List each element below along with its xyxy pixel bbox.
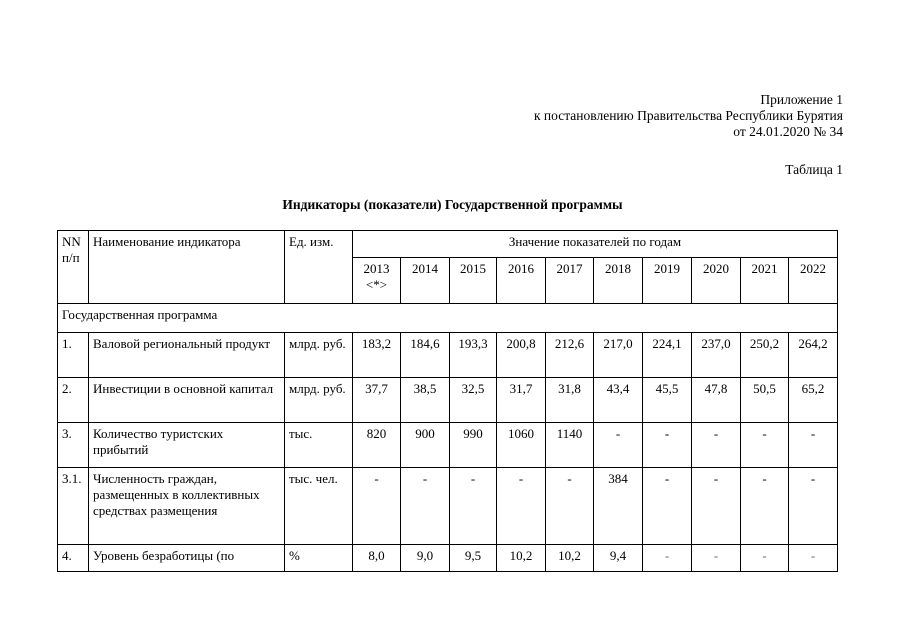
row-value: 50,5 [741, 378, 789, 423]
table-row [58, 468, 838, 545]
year-header: 2016 [497, 258, 546, 304]
section-title: Государственная программа [58, 304, 838, 333]
row-value: - [692, 423, 741, 468]
row-value: 237,0 [692, 333, 741, 378]
row-value: 31,8 [546, 378, 594, 423]
row-value: 990 [450, 423, 497, 468]
row-unit: млрд. руб. [285, 333, 353, 378]
header-unit: Ед. изм. [285, 231, 353, 304]
row-value: 31,7 [497, 378, 546, 423]
row-value: 45,5 [643, 378, 692, 423]
row-value: - [401, 468, 450, 545]
row-value: 38,5 [401, 378, 450, 423]
table-row [58, 333, 838, 378]
year-header: 2021 [741, 258, 789, 304]
row-nn: 1. [58, 333, 89, 378]
header-row-1 [58, 231, 838, 258]
row-nn: 3. [58, 423, 89, 468]
row-value: - [594, 423, 643, 468]
row-value: - [789, 423, 838, 468]
row-value: 183,2 [353, 333, 401, 378]
row-value: 65,2 [789, 378, 838, 423]
row-unit: тыс. чел. [285, 468, 353, 545]
appendix-line-3: от 24.01.2020 № 34 [733, 124, 843, 139]
appendix-line-2: к постановлению Правительства Республики Бурятия [534, 108, 843, 123]
row-value: 8,0 [353, 545, 401, 572]
row-value: - [497, 468, 546, 545]
year-header: 2013 <*> [353, 258, 401, 304]
row-value: 184,6 [401, 333, 450, 378]
section-row [58, 304, 838, 333]
table-row [58, 545, 838, 572]
table-row [58, 423, 838, 468]
header-values: Значение показателей по годам [353, 231, 838, 258]
row-unit: % [285, 545, 353, 572]
row-value: - [450, 468, 497, 545]
row-value: 9,4 [594, 545, 643, 572]
row-unit: млрд. руб. [285, 378, 353, 423]
row-name: Численность граждан, размещенных в коллективных средствах размещения [89, 468, 285, 545]
row-nn: 2. [58, 378, 89, 423]
year-header: 2020 [692, 258, 741, 304]
row-value: - [546, 468, 594, 545]
row-value: - [643, 468, 692, 545]
year-header: 2018 [594, 258, 643, 304]
header-name: Наименование индикатора [89, 231, 285, 304]
row-value: 193,3 [450, 333, 497, 378]
row-value: - [741, 423, 789, 468]
row-unit: тыс. [285, 423, 353, 468]
row-value: 32,5 [450, 378, 497, 423]
row-value: - [353, 468, 401, 545]
appendix-line-1: Приложение 1 [760, 92, 843, 107]
indicators-table [57, 230, 838, 572]
document-title: Индикаторы (показатели) Государственной программы [282, 197, 623, 212]
row-value: - [789, 545, 838, 572]
header-nn: NN п/п [58, 231, 89, 304]
year-header: 2017 [546, 258, 594, 304]
year-header: 2015 [450, 258, 497, 304]
row-value: 212,6 [546, 333, 594, 378]
row-nn: 4. [58, 545, 89, 572]
table-row [58, 378, 838, 423]
row-value: 264,2 [789, 333, 838, 378]
row-name: Инвестиции в основной капитал [89, 378, 285, 423]
row-value: 384 [594, 468, 643, 545]
appendix-header [534, 92, 843, 140]
row-value: 1140 [546, 423, 594, 468]
row-name: Валовой региональный продукт [89, 333, 285, 378]
row-value: 250,2 [741, 333, 789, 378]
row-name: Количество туристских прибытий [89, 423, 285, 468]
row-value: - [741, 545, 789, 572]
row-name: Уровень безработицы (по [89, 545, 285, 572]
row-nn: 3.1. [58, 468, 89, 545]
table-label: Таблица 1 [785, 162, 843, 177]
row-value: - [643, 545, 692, 572]
row-value: 224,1 [643, 333, 692, 378]
row-value: 200,8 [497, 333, 546, 378]
row-value: 47,8 [692, 378, 741, 423]
row-value: 820 [353, 423, 401, 468]
row-value: - [692, 545, 741, 572]
row-value: 9,5 [450, 545, 497, 572]
row-value: 900 [401, 423, 450, 468]
row-value: 43,4 [594, 378, 643, 423]
row-value: 10,2 [497, 545, 546, 572]
row-value: - [692, 468, 741, 545]
year-header: 2022 [789, 258, 838, 304]
row-value: 217,0 [594, 333, 643, 378]
row-value: - [643, 423, 692, 468]
year-header: 2019 [643, 258, 692, 304]
year-header: 2014 [401, 258, 450, 304]
row-value: - [789, 468, 838, 545]
row-value: - [741, 468, 789, 545]
row-value: 1060 [497, 423, 546, 468]
row-value: 9,0 [401, 545, 450, 572]
row-value: 37,7 [353, 378, 401, 423]
row-value: 10,2 [546, 545, 594, 572]
